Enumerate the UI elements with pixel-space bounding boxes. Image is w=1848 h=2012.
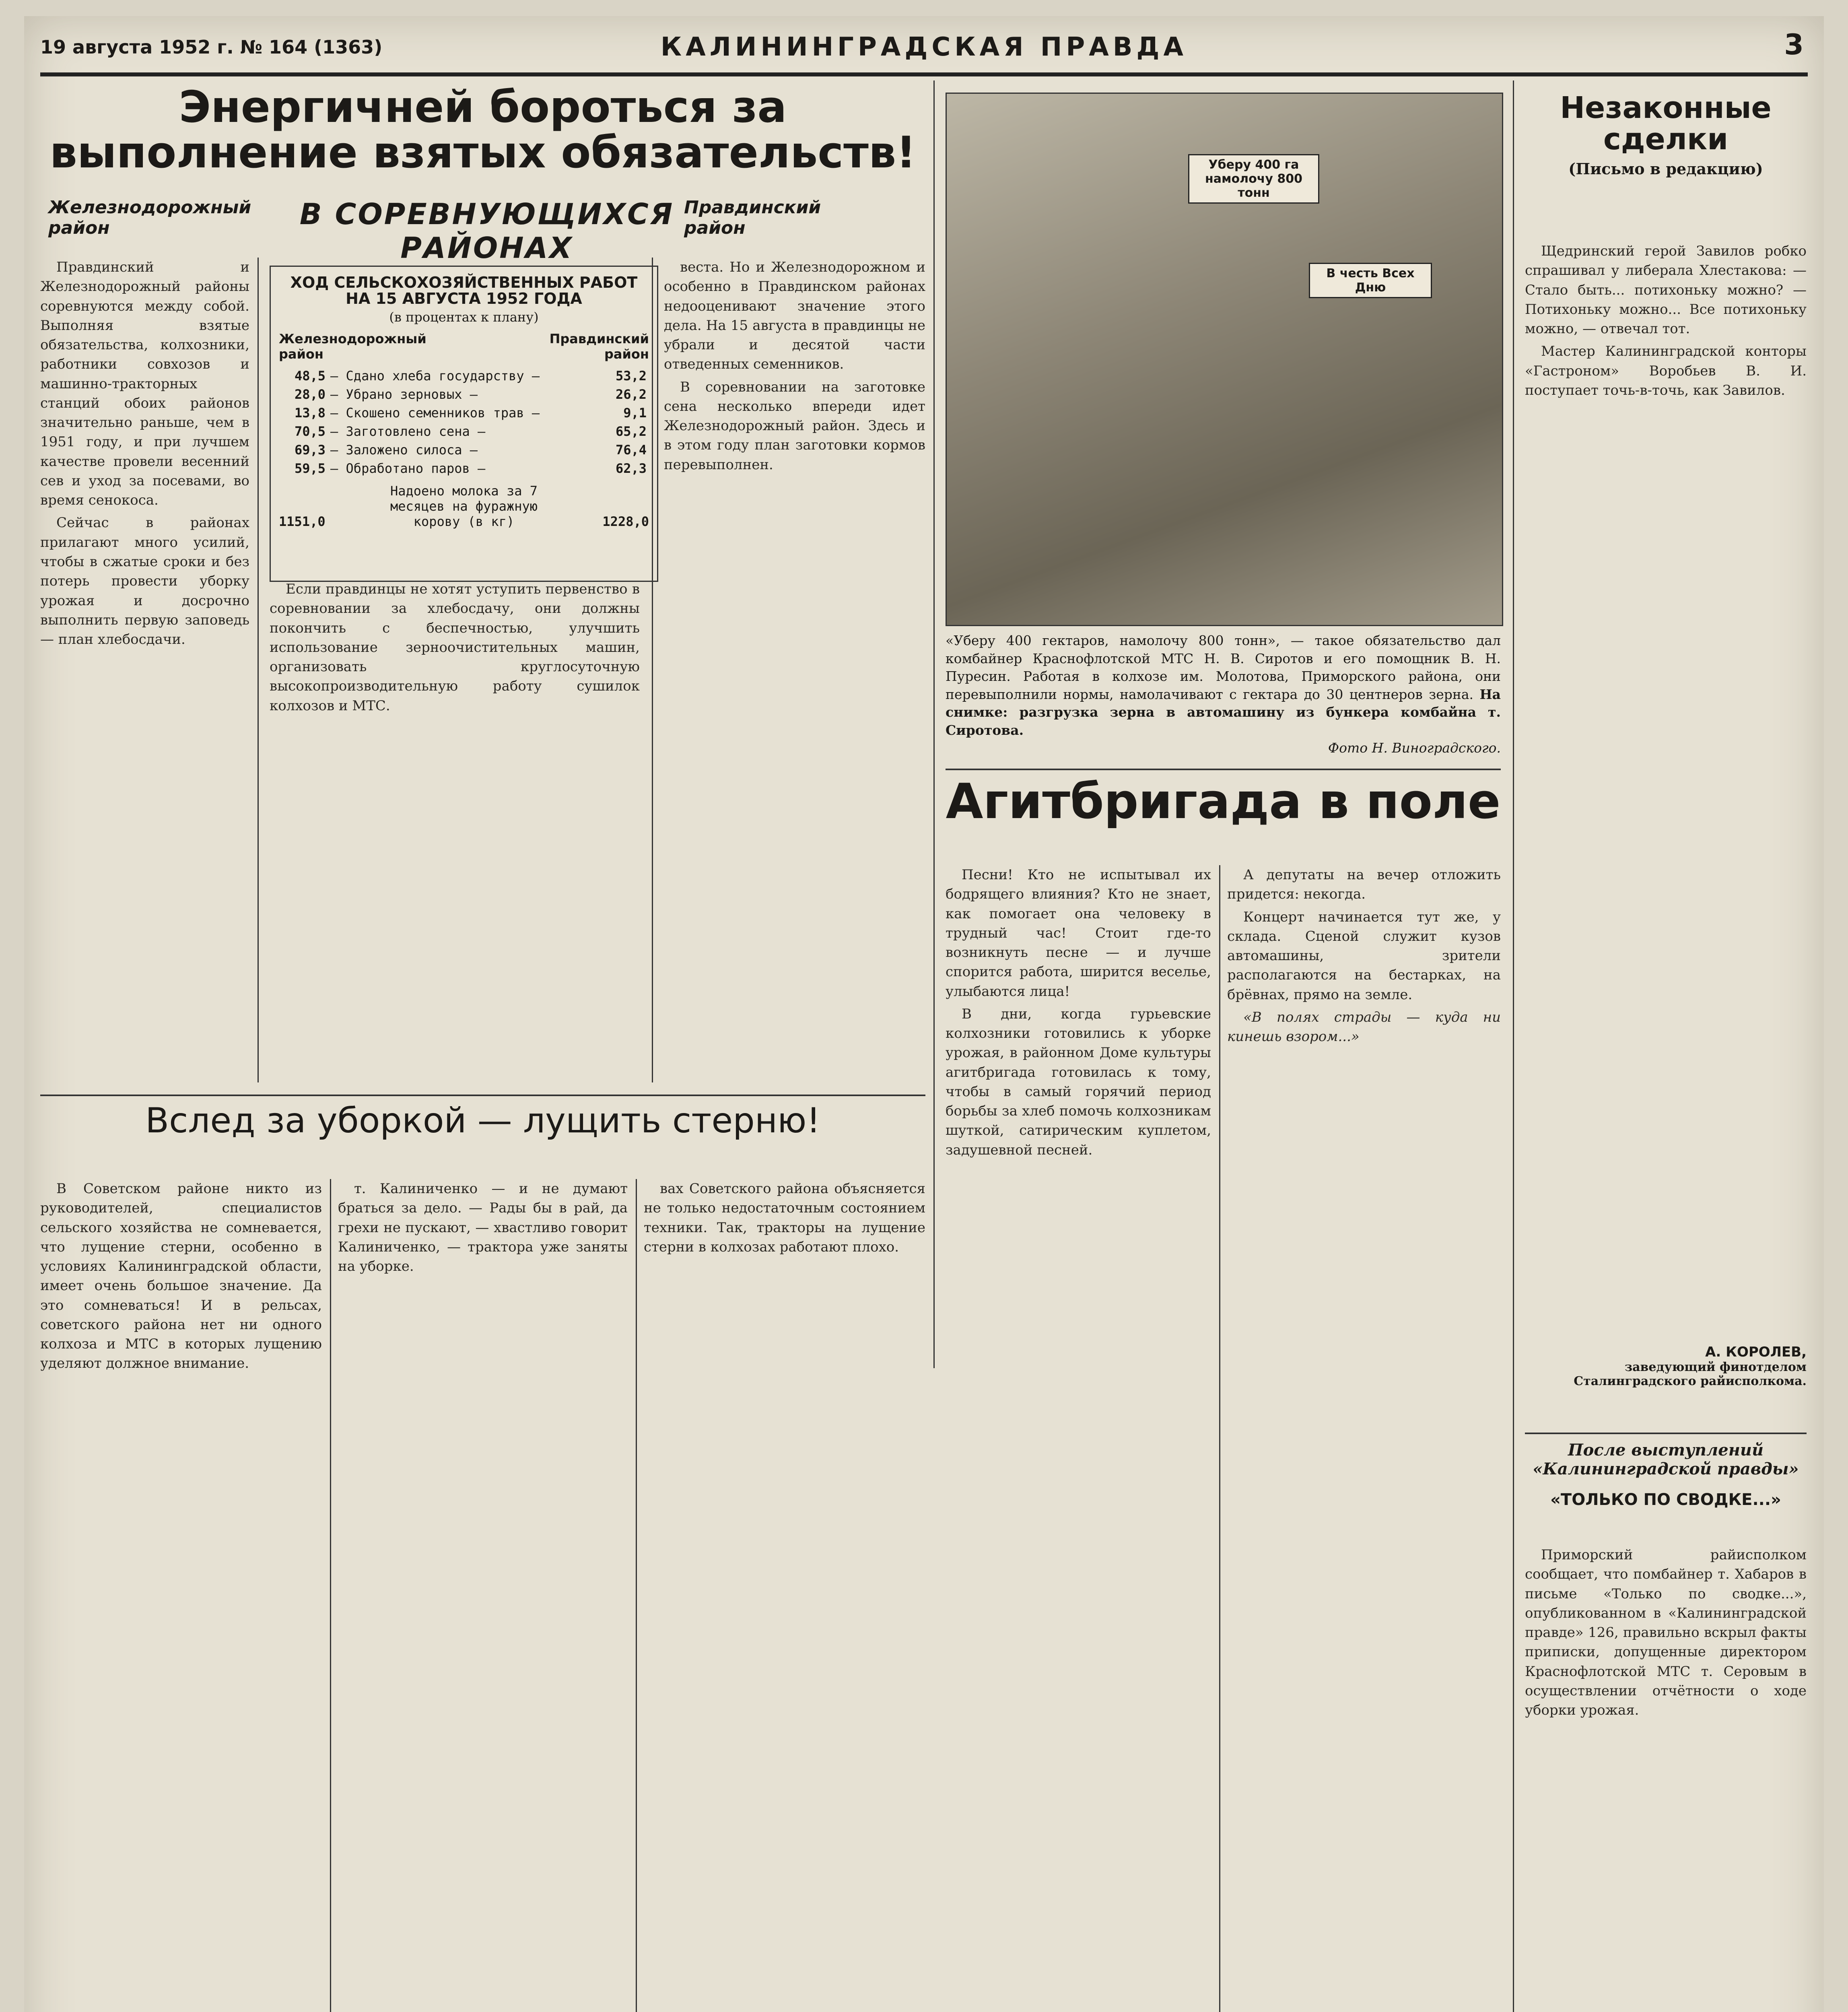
lead-col1-p2: Сейчас в районах прилагают много усилий, чтобы в сжатые сроки и без потерь провести уборку урожая и досрочно выполнить первую заповедь — план хлебосдачи. bbox=[40, 515, 249, 648]
letter-headline-block bbox=[1525, 93, 1807, 237]
newspaper-page bbox=[24, 16, 1824, 2012]
column-rule bbox=[933, 80, 935, 1368]
agit-col2-p3: «В полях страды — куда ни кинешь взором...» bbox=[1227, 1009, 1501, 1045]
lead-column-1 bbox=[40, 258, 249, 1082]
table-row: 13,8 — Скошено семенников трав — 9,1 bbox=[294, 405, 647, 421]
followup-title: После выступлений «Калининградской правды» bbox=[1533, 1441, 1799, 1478]
lead-col1-p1: Правдинский и Железнодорожный районы соревнуются между собой. Выполняя взятые обязательства, колхозники, работники совхозов и машинно-тракторных станций обоих районов значительно раньше, чем в 1951 году, и при лучшем качестве провели весенний сев и уход за посевами, во время сенокоса. bbox=[40, 259, 249, 509]
lead-headline-block bbox=[40, 82, 925, 189]
letter-p1: Щедринский герой Завилов робко спрашивал у либерала Хлестакова: — Стало быть... потихоньку можно? — Потихоньку можно... Все потихоньку можно, — отвечал тот. bbox=[1525, 243, 1807, 337]
agit-headline: Агитбригада в поле bbox=[946, 774, 1501, 830]
lead-col3-p2: В соревновании на заготовке сена несколько впереди идет Железнодорожный район. Здесь и в этом году план заготовки кормов перевыполнен. bbox=[664, 379, 925, 473]
stats-table bbox=[270, 266, 658, 582]
milk-left-value: 1151,0 bbox=[279, 513, 326, 529]
lead-column-2 bbox=[270, 579, 640, 1082]
lead-col3-p1: веста. Но и Железнодорожном и особенно в Правдинском районах недооценивают значение этого дела. На 15 августа в правдинцы не убрали и десятой части отведенных семенников. bbox=[664, 259, 925, 373]
followup-text: Приморский райисполком сообщает, что помбайнер т. Хабаров в письме «Только по сводке...», опубликованном в «Калининградской правде» 126, правильно вскрыл факты приписки, допущенные директором Краснофлотской МТС т. Серовым в осуществлении отчётности о ходе уборки урожая. bbox=[1525, 1547, 1807, 1719]
agit-col2-p2: Концерт начинается тут же, у склада. Сценой служит кузов автомашины, зрители располагаются на бестарках, на брёвнах, прямо на земле. bbox=[1227, 909, 1501, 1003]
milk-label: Надоено молока за 7 месяцев на фуражную корову (в кг) bbox=[390, 483, 538, 529]
letter-p2: Мастер Калининградской конторы «Гастроном» Воробьев В. И. поступает точь-в-точь, как Завилов. bbox=[1525, 343, 1807, 398]
table-row: 28,0 — Убрано зерновых — 26,2 bbox=[294, 386, 647, 402]
agit-column-1 bbox=[946, 865, 1211, 2012]
section-rule bbox=[946, 769, 1501, 770]
left-district-label: Железнодорожный район bbox=[48, 197, 251, 238]
photo-sign-1: Уберу 400 га намолочу 800 тонн bbox=[1188, 154, 1319, 204]
stats-rows bbox=[279, 367, 649, 478]
letter-author-title: заведующий финотделом Сталинградского райисполкома. bbox=[1574, 1360, 1807, 1388]
paper-name: КАЛИНИНГРАДСКАЯ ПРАВДА bbox=[660, 32, 1188, 62]
agit-column-2 bbox=[1227, 865, 1501, 2012]
agit-col2-p1: А депутаты на вечер отложить придется: некогда. bbox=[1227, 867, 1501, 903]
column-rule bbox=[652, 258, 653, 1082]
table-row: 59,5 — Обработано паров — 62,3 bbox=[294, 460, 647, 476]
table-right-header: Правдинский район bbox=[549, 331, 649, 362]
followup-head: «ТОЛЬКО ПО СВОДКЕ...» bbox=[1550, 1490, 1781, 1509]
photo-credit: Фото Н. Виноградского. bbox=[1328, 740, 1501, 756]
agit-headline-block bbox=[946, 774, 1501, 857]
stubble-col2: т. Калиниченко — и не думают браться за дело. — Рады бы в рай, да грехи не пускают, — хвастливо говорит Калиниченко, — трактора уже заняты на уборке. bbox=[338, 1181, 628, 1275]
masthead bbox=[40, 24, 1808, 76]
issue-date: 19 августа 1952 г. № 164 (1363) bbox=[40, 36, 383, 58]
photo-caption bbox=[946, 632, 1501, 761]
table-left-header: Железнодорожный район bbox=[279, 331, 426, 362]
agit-col1-p2: В дни, когда гурьевские колхозники готовились к уборке урожая, в районном Доме культуры агитбригада готовилась к тому, чтобы в самый горячий период борьбы за хлеб помочь колхозникам шуткой, сатирическим куплетом, задушевной песней. bbox=[946, 1006, 1211, 1158]
followup-head-block bbox=[1525, 1441, 1807, 1545]
photo-caption-na: На снимке: разгрузка зерна в автомашину из бункера комбайна т. Сиротова. bbox=[946, 686, 1501, 738]
letter-subhead: (Письмо в редакцию) bbox=[1568, 160, 1763, 178]
column-rule bbox=[258, 258, 259, 1082]
harvest-photo bbox=[946, 93, 1503, 626]
table-subtitle: (в процентах к плану) bbox=[389, 309, 539, 325]
table-row: 48,5 — Сдано хлеба государству — 53,2 bbox=[294, 368, 647, 383]
lead-col2-p1: Если правдинцы не хотят уступить первенство в соревновании за хлебосдачу, они должны покончить с беспечностью, улучшить использование зерноочистительных машин, организовать круглосуточную высокопроизводительную работу сушилок колхозов и МТС. bbox=[270, 581, 640, 714]
milk-right-value: 1228,0 bbox=[602, 513, 649, 529]
letter-author: А. КОРОЛЕВ, bbox=[1705, 1344, 1807, 1360]
rubric-title: В СОРЕВНУЮЩИХСЯ РАЙОНАХ bbox=[299, 197, 674, 265]
letter-body bbox=[1525, 241, 1807, 1328]
letter-headline: Незаконные сделки bbox=[1560, 91, 1772, 157]
column-rule bbox=[330, 1179, 331, 2012]
lead-column-3 bbox=[664, 258, 925, 1082]
stubble-column-2 bbox=[338, 1179, 628, 2012]
rubric-row bbox=[40, 193, 925, 265]
stubble-headline-block bbox=[40, 1103, 925, 1171]
page-number: 3 bbox=[1784, 28, 1804, 61]
table-row: 69,3 — Заложено силоса — 76,4 bbox=[294, 442, 647, 458]
column-rule bbox=[1513, 80, 1514, 2012]
stubble-col1: В Советском районе никто из руководителей, специалистов сельского хозяйства не сомневается, что лущение стерни, особенно в условиях Калининградской области, имеет очень большое значение. Да это сомневаться! И в рельсах, советского района нет ни одного колхоза и МТС в которых лущению уделяют должное внимание. bbox=[40, 1181, 322, 1372]
column-rule bbox=[636, 1179, 637, 2012]
stubble-headline: Вслед за уборкой — лущить стерню! bbox=[145, 1101, 820, 1141]
column-rule bbox=[1219, 865, 1220, 2012]
section-rule bbox=[40, 1095, 925, 1096]
lead-headline: Энергичней бороться за выполнение взятых обязательств! bbox=[49, 82, 916, 178]
right-district-label: Правдинский район bbox=[684, 197, 821, 238]
letter-signature bbox=[1525, 1340, 1807, 1429]
photo-caption-text: «Уберу 400 гектаров, намолочу 800 тонн», — такое обязательство дал комбайнер Краснофлотской МТС Н. В. Сиротов и его помощник В. Н. Пуресин. Работая в колхозе им. Молотова, Приморского района, они перевыполнили нормы, намолачивают с гектара до 30 центнеров зерна. bbox=[946, 633, 1501, 702]
followup-body bbox=[1525, 1545, 1807, 2012]
table-row: 70,5 — Заготовлено сена — 65,2 bbox=[294, 423, 647, 439]
stubble-col3: вах Советского района объясняется не только недостаточным состоянием техники. Так, тракторы на лущение стерни в колхозах работают плохо. bbox=[644, 1181, 925, 1255]
agit-col1-p1: Песни! Кто не испытывал их бодрящего влияния? Кто не знает, как помогает она человеку в трудный час! Стоит где-то возникнуть песне — и лучше спорится работа, ширится веселье, улыбаются лица! bbox=[946, 867, 1211, 1000]
stubble-column-3 bbox=[644, 1179, 925, 2012]
stubble-column-1 bbox=[40, 1179, 322, 2012]
table-title: ХОД СЕЛЬСКОХОЗЯЙСТВЕННЫХ РАБОТ НА 15 АВГУСТА 1952 ГОДА bbox=[290, 274, 638, 307]
photo-sign-2: В честь Всех Дню bbox=[1309, 263, 1432, 298]
section-rule bbox=[1525, 1433, 1807, 1434]
